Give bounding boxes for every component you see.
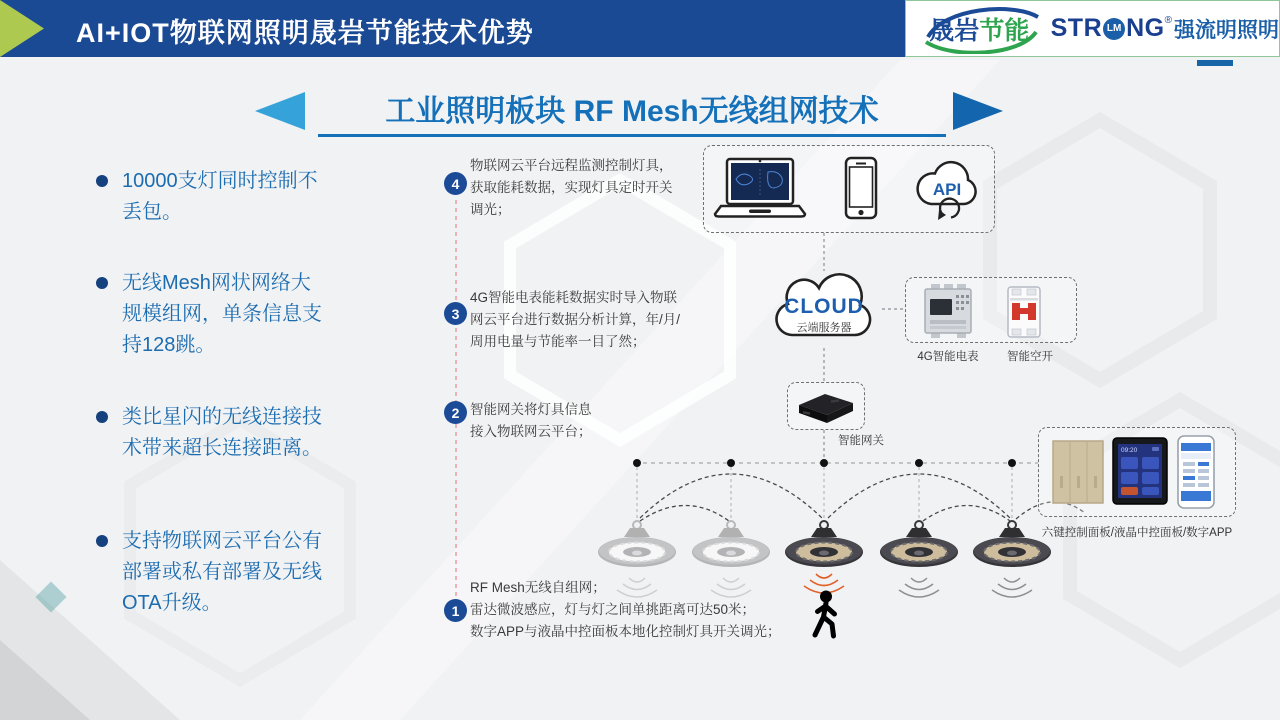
page-title: AI+IOT物联网照明晟岩节能技术优势	[76, 18, 534, 48]
step-text: 4G智能电表能耗数据实时导入物联 网云平台进行数据分析计算，年/月/ 周用电量与节能率一目了然；	[470, 290, 681, 349]
laptop-icon	[712, 157, 808, 221]
breaker-label: 智能空开	[1007, 351, 1053, 363]
highbay-light-icon	[782, 518, 866, 576]
highbay-light-icon	[595, 518, 679, 576]
step-number-badge: 1	[444, 599, 467, 622]
six-key-panel-icon	[1052, 440, 1104, 504]
highbay-light-icon	[689, 518, 773, 576]
svg-text:09:20: 09:20	[1121, 447, 1138, 454]
gateway-label: 智能网关	[838, 435, 884, 447]
gateway-icon	[791, 386, 861, 428]
panels-label: 六键控制面板/液晶中控面板/数字APP	[1041, 527, 1233, 539]
step-text: 智能网关将灯具信息 接入物联网云平台；	[470, 402, 592, 439]
step-number-badge: 3	[444, 302, 467, 325]
bullet-item: 类比星闪的无线连接技 术带来超长连接距离。	[122, 406, 322, 459]
lcd-panel-icon	[1112, 437, 1168, 505]
strong-logo: STR LM NG ® 强流明照明	[1050, 14, 1279, 42]
strong-lm-circle-icon: LM	[1103, 18, 1125, 40]
bullet-item: 10000支灯同时控制不 丢包。	[122, 170, 318, 223]
cloud-subtitle: 云端服务器	[796, 322, 852, 334]
shengyan-logo-text: 晟岩节能	[929, 16, 1030, 45]
step-text: RF Mesh无线自组网； 雷达微波感应，灯与灯之间单挑距离可达50米； 数字APP与液晶中控面板本地化控制灯具开关调光；	[470, 580, 781, 639]
smartphone-icon	[844, 156, 878, 220]
bullet-item: 无线Mesh网状网络大 规模组网，单条信息支 持128跳。	[122, 272, 322, 356]
api-cloud-icon	[910, 160, 984, 220]
registered-mark: ®	[1164, 15, 1172, 26]
bullet-item: 支持物联网云平台公有 部署或私有部署及无线 OTA升级。	[122, 530, 322, 614]
section-title: 工业照明板块 RF Mesh无线组网技术	[318, 86, 946, 137]
cloud-title: CLOUD	[784, 295, 864, 318]
app-phone-icon	[1176, 435, 1216, 509]
highbay-light-icon	[877, 518, 961, 576]
meter-label: 4G智能电表	[917, 351, 979, 363]
circuit-breaker-icon	[1000, 285, 1048, 339]
walking-person-icon	[806, 590, 844, 640]
step-number-badge: 4	[444, 172, 467, 195]
svg-text:API: API	[932, 180, 962, 199]
smart-meter-icon	[920, 282, 976, 340]
step-text: 物联网云平台远程监测控制灯具， 获取能耗数据，实现灯具定时开关 调光；	[470, 158, 673, 217]
step-number-badge: 2	[444, 401, 467, 424]
shengyan-logo	[916, 4, 1043, 54]
highbay-light-icon	[970, 518, 1054, 576]
